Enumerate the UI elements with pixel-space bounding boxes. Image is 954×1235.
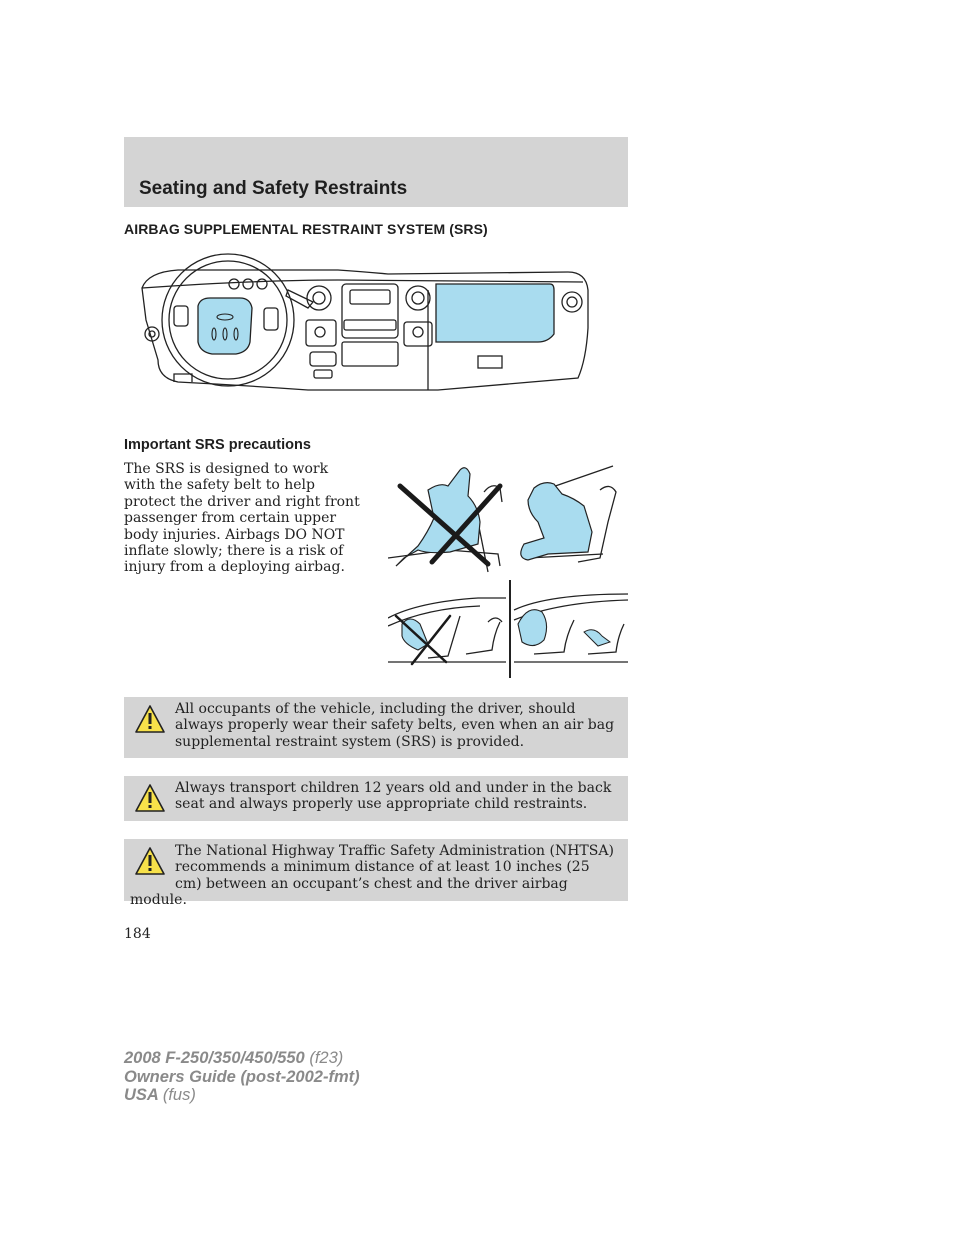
warning-box-2 [124, 776, 628, 821]
precautions-body: The SRS is designed to work with the safety belt to help protect the driver and right front passenger from certain upper body injuries. Airbags DO NOT inflate slowly; there is a risk of injury from a deploying airbag. [124, 461, 360, 576]
footer-model: 2008 F-250/350/450/550 [124, 1049, 305, 1067]
warning-triangle-icon [134, 783, 166, 813]
vehicle-side-view-illustration [388, 580, 630, 678]
footer-model-code: (f23) [309, 1049, 344, 1067]
subsection-title: AIRBAG SUPPLEMENTAL RESTRAINT SYSTEM (SRS) [124, 221, 488, 237]
warning-box-3 [124, 839, 628, 909]
warning-text-1: All occupants of the vehicle, including the driver, should always properly wear their safety belts, even when an air bag supplemental restraint system (SRS) is provided. [175, 701, 615, 750]
footer-market-code: (fus) [162, 1086, 196, 1104]
document-footer [124, 1049, 360, 1105]
occupant-position-illustration [388, 462, 630, 574]
footer-guide: Owners Guide (post-2002-fmt) [124, 1067, 360, 1086]
warning-box-1 [124, 697, 628, 758]
dashboard-airbag-illustration [138, 250, 592, 402]
page-number: 184 [124, 926, 151, 942]
warning-text-2: Always transport children 12 years old and under in the back seat and always properly use appropriate child restraints. [175, 780, 612, 813]
section-title: Seating and Safety Restraints [139, 178, 408, 199]
warning-triangle-icon [134, 846, 166, 876]
precautions-heading: Important SRS precautions [124, 437, 311, 453]
warning-triangle-icon [134, 704, 166, 734]
warning-text-3: The National Highway Traffic Safety Administration (NHTSA) recommends a minimum distance of at least 10 inches (25 cm) between an occupant’s chest and the driver airbag module. [130, 843, 614, 909]
footer-market: USA [124, 1086, 159, 1104]
